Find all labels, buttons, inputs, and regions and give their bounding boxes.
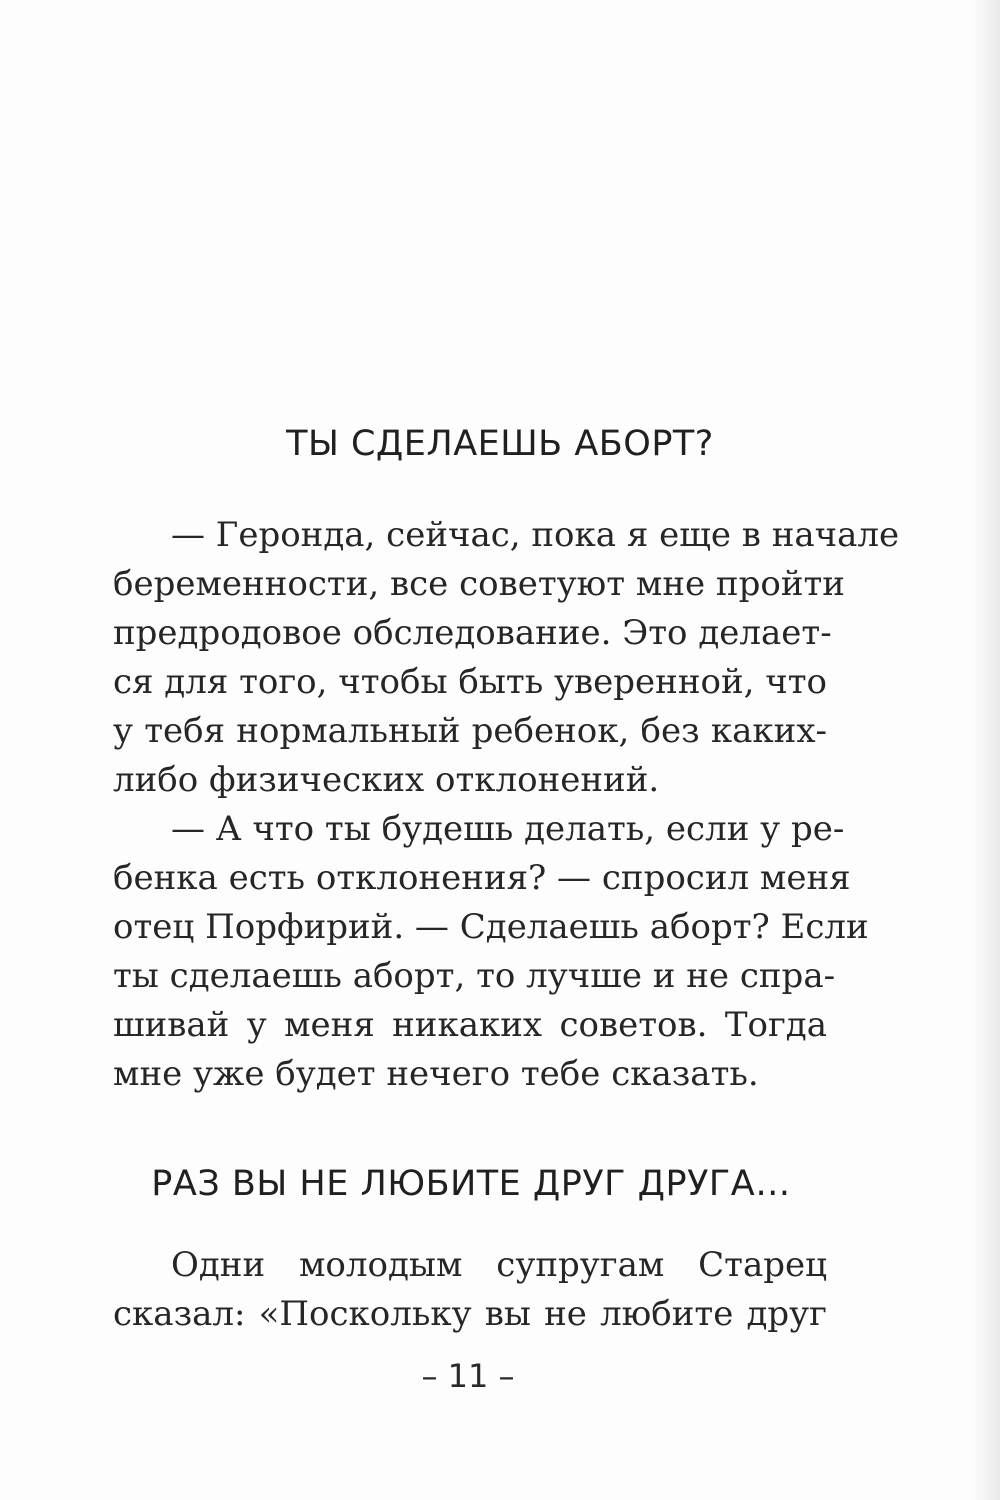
text-line: ся для того, чтобы быть уверенной, что xyxy=(113,662,827,702)
text-line: Одни молодым супругам Старец xyxy=(171,1245,827,1285)
text-line: либо физических отклонений. xyxy=(113,760,660,800)
page-number: – 11 – xyxy=(421,1357,515,1395)
page-edge-shadow xyxy=(968,0,1000,1500)
text-line: беременности, все советуют мне пройти xyxy=(113,564,845,604)
section-body-abortion xyxy=(113,511,900,1099)
text-line: ты сделаешь аборт, то лучше и не спра- xyxy=(113,956,836,996)
text-line: у тебя нормальный ребенок, без каких- xyxy=(113,711,827,751)
text-line: — А что ты будешь делать, если у ре- xyxy=(171,809,845,849)
text-line: бенка есть отклонения? — спросил меня xyxy=(113,858,851,898)
section-body-love xyxy=(113,1241,827,1339)
section-heading-love: РАЗ ВЫ НЕ ЛЮБИТЕ ДРУГ ДРУГА… xyxy=(151,1164,791,1204)
section-heading-abortion: ТЫ СДЕЛАЕШЬ АБОРТ? xyxy=(286,424,714,464)
text-line: сказал: «Поскольку вы не любите друг xyxy=(113,1294,827,1334)
text-line: отец Порфирий. — Сделаешь аборт? Если xyxy=(113,907,869,947)
text-line: мне уже будет нечего тебе сказать. xyxy=(113,1054,759,1094)
text-line: предродовое обследование. Это делает- xyxy=(113,613,832,653)
text-line: шивай у меня никаких советов. Тогда xyxy=(113,1005,827,1045)
text-line: — Геронда, сейчас, пока я еще в начале xyxy=(171,515,900,555)
